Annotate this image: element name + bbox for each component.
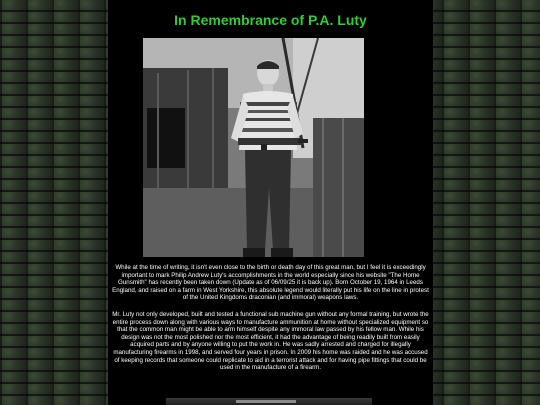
smg-barrel-shape [236, 400, 296, 403]
page-title: In Remembrance of P.A. Luty [174, 12, 367, 28]
biography-paragraph: Mr. Luty not only developed, built and tested a functional sub machine gun without any formal training, but wrote the entire process down along with various ways to manufacture ammunition at home without specialized equipment so that the common man might be able to arm himself despite any immoral law passed by his fellow man. While his design was not the most polished nor the most efficient, it had the advantage of being readily built from easily acquired parts and by anyone willing to put the work in. He was sadly arrested and charged for illegally manufacturing firearms in 1998, and served four years in prison. In 2009 his home was raided and he was accused of keeping records that someone could replicate to aid in a terrorist attack and for having pipe fittings that could be used in the manufacture of a firearm. [112, 311, 429, 372]
smg-photo [166, 398, 372, 405]
luty-photo [143, 38, 364, 257]
intro-paragraph: While at the time of writing, it isn't even close to the birth or death day of this great man, but I feel it is exceedingly important to mark Philip Andrew Luty's accomplishments in the world especially since his website "The Home Gunsmith" has recently been taken down (Update as of 06/09/25 it is back up). Born October 19, 1964 in Leeds England, and raised on a farm in West Yorkshire, this absolute legend would literally put his life on the line in protest of the United Kingdoms draconian (and immoral) weapons laws. [112, 264, 429, 302]
